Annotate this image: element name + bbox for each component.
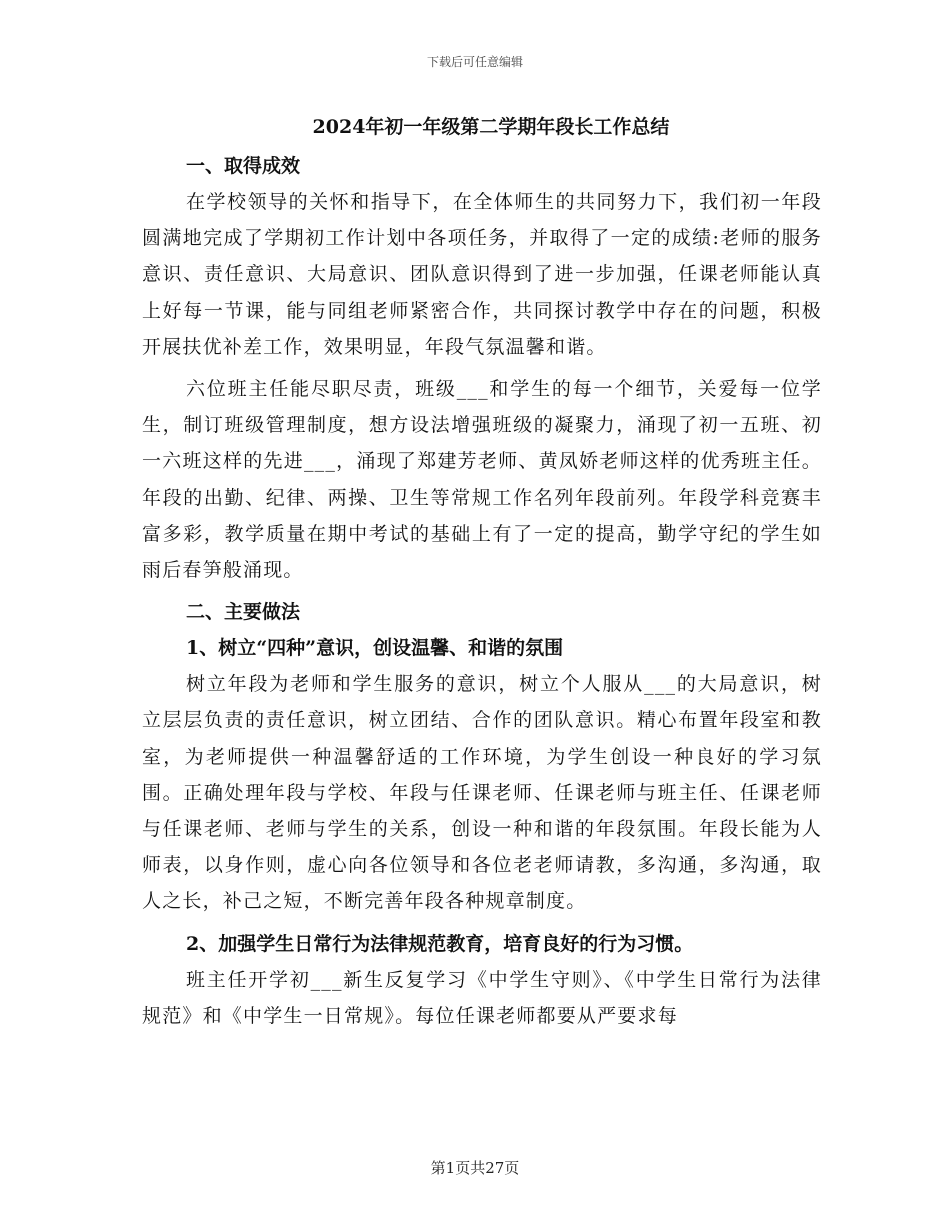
paragraph: 六位班主任能尽职尽责，班级___和学生的每一个细节，关爱每一位学生，制订班级管理制度，想方设法增强班级的凝聚力，涌现了初一五班、初一六班这样的先进___，涌现了郑建芳老师、黄凤娇老师这样的优秀班主任。年段的出勤、纪律、两操、卫生等常规工作名列年段前列。年段学科竞赛丰富多彩，教学质量在期中考试的基础上有了一定的提高，勤学守纪的学生如雨后春笋般涌现。 xyxy=(142,378,822,582)
section-heading-1: 一、取得成效 xyxy=(186,155,301,177)
document-body xyxy=(142,112,822,1034)
paragraph: 班主任开学初___新生反复学习《中学生守则》、《中学生日常行为法律规范》和《中学生一日常规》。每位任课老师都要从严要求每 xyxy=(142,968,822,1027)
document-title: 2024年初一年级第二学期年段长工作总结 xyxy=(312,116,670,138)
paragraph: 在学校领导的关怀和指导下，在全体师生的共同努力下，我们初一年段圆满地完成了学期初工作计划中各项任务，并取得了一定的成绩:老师的服务意识、责任意识、大局意识、团队意识得到了进一步加强，任课老师能认真上好每一节课，能与同组老师紧密合作，共同探讨教学中存在的问题，积极开展扶优补差工作，效果明显，年段气氛温馨和谐。 xyxy=(142,191,822,358)
subsection-heading-1: 1、树立“四种”意识，创设温馨、和谐的氛围 xyxy=(186,637,564,660)
section-heading-2: 二、主要做法 xyxy=(186,601,301,624)
page-footer-number: 第1页共27页 xyxy=(430,1159,520,1177)
page-header-note: 下载后可任意编辑 xyxy=(426,55,523,69)
subsection-heading-2: 2、加强学生日常行为法律规范教育，培育良好的行为习惯。 xyxy=(186,932,694,955)
paragraph: 树立年段为老师和学生服务的意识，树立个人服从___的大局意识，树立层层负责的责任意识，树立团结、合作的团队意识。精心布置年段室和教室，为老师提供一种温馨舒适的工作环境，为学生创设一种良好的学习氛围。正确处理年段与学校、年段与任课老师、任课老师与班主任、任课老师与任课老师、老师与学生的关系，创设一种和谐的年段氛围。年段长能为人师表，以身作则，虚心向各位领导和各位老老师请教，多沟通，多沟通，取人之长，补己之短，不断完善年段各种规章制度。 xyxy=(142,673,822,913)
